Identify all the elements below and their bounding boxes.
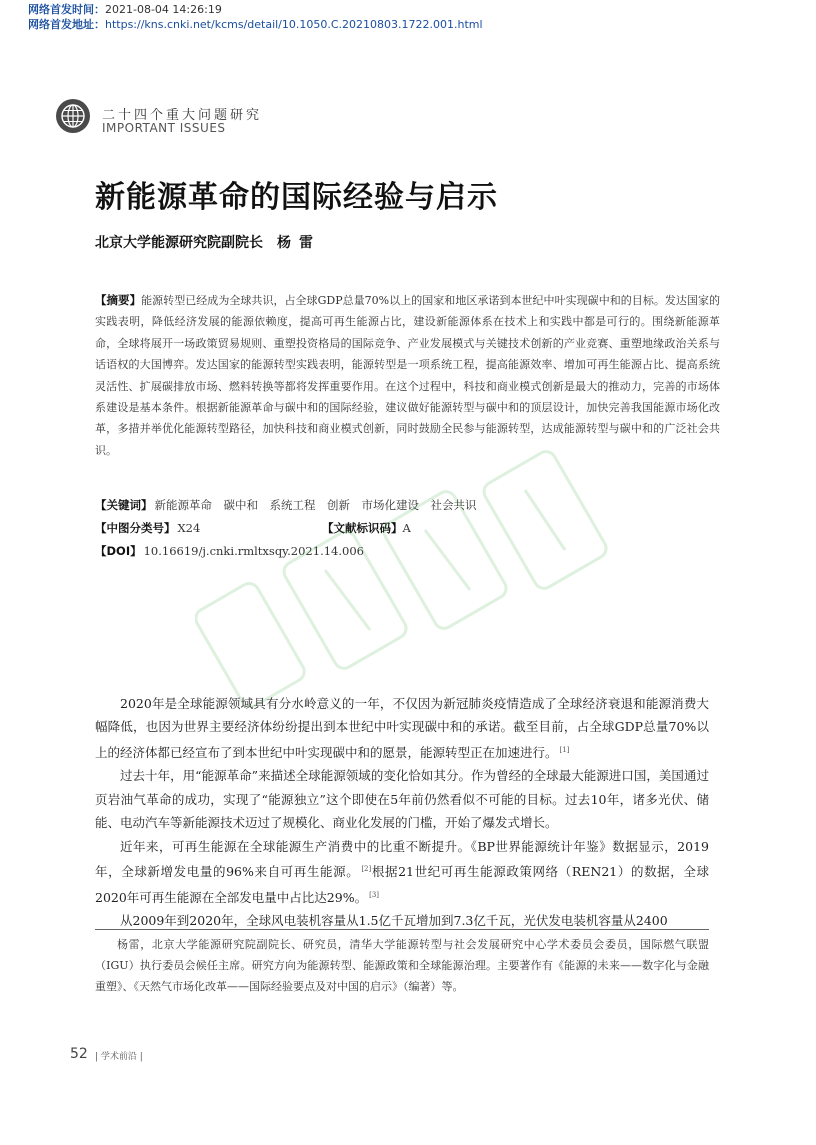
author-footnote: 杨雷，北京大学能源研究院副院长、研究员，清华大学能源转型与社会发展研究中心学术委员会委员，国际燃气联盟（IGU）执行委员会候任主席。研究方向为能源转型、能源政策和全球能源治理。主要著作有《能源的未来——数字化与金融重塑》、《天然气市场化改革——国际经验要点及对中国的启示》（编著）等。	[95, 938, 709, 993]
publish-url-label: 网络首发地址：	[28, 18, 105, 31]
column-english: IMPORTANT ISSUES	[102, 121, 226, 135]
paragraph-3	[95, 835, 709, 910]
citation-ref[interactable]: [1]	[559, 745, 570, 754]
author-line	[95, 232, 321, 252]
paragraph-3b-text: 根据21世纪可再生能源政策网络（REN21）的数据，全球2020年可再生能源在全部发电量中占比达29%。	[95, 864, 709, 905]
citation-ref[interactable]: [3]	[369, 890, 380, 899]
paragraph-4: 从2009年到2020年，全球风电装机容量从1.5亿千瓦增加到7.3亿千瓦，光伏发电装机容量从2400	[120, 913, 668, 929]
paragraph-1	[95, 692, 709, 764]
classification-label: 【中图分类号】	[95, 521, 176, 535]
doc-code-label: 【文献标识码】	[322, 521, 403, 535]
publish-meta	[28, 2, 483, 32]
abstract-label: 【摘要】	[95, 293, 142, 307]
abstract-text: 能源转型已经成为全球共识，占全球GDP总量70%以上的国家和地区承诺到本世纪中叶实现碳中和的目标。发达国家的实践表明，降低经济发展的能源依赖度，提高可再生能源占比，建设新能源体系在技术上和实践中都是可行的。围绕新能源革命，全球将展开一场政策贸易规则、重塑投资格局的国际竞争、产业发展模式与关键技术创新的产业竞赛、重塑地缘政治关系与话语权的大国博弈。发达国家的能源转型实践表明，能源转型是一项系统工程，提高能源效率、增加可再生能源占比、提高系统灵活性、扩展碳排放市场、燃料转换等都将发挥重要作用。在这个过程中，科技和商业模式创新是最大的推动力，完善的市场体系建设是基本条件。根据新能源革命与碳中和的国际经验，建议做好能源转型与碳中和的顶层设计，加快完善我国能源市场化改革，多措并举优化能源转型路径，加快科技和商业模式创新，同时鼓励全民参与能源转型，达成能源转型与碳中和的广泛社会共识。	[95, 294, 720, 457]
page-number: 52	[70, 1046, 88, 1062]
keywords-label: 【关键词】	[95, 498, 153, 512]
classification-value: X24	[177, 521, 201, 535]
footnote-divider	[95, 929, 709, 930]
doi-value: 10.16619/j.cnki.rmltxsqy.2021.14.006	[143, 544, 364, 558]
article-body	[95, 692, 709, 933]
publish-url-row	[28, 17, 483, 32]
column-name: 二十四个重大问题研究	[102, 108, 263, 123]
publish-time-label: 网络首发时间：	[28, 3, 105, 16]
doi-label: 【DOI】	[95, 544, 142, 558]
paragraph-3a-text: 近年来，可再生能源在全球能源生产消费中的比重不断提升。《BP世界能源统计年鉴》数据显示，2019年，全球新增发电量的96%来自可再生能源。	[95, 838, 709, 880]
publish-time-value: 2021-08-04 14:26:19	[105, 3, 222, 16]
keywords-text: 新能源革命 碳中和 系统工程 创新 市场化建设 社会共识	[154, 498, 477, 512]
author-affiliation: 北京大学能源研究院副院长	[95, 235, 263, 251]
paragraph-2: 过去十年，用“能源革命”来描述全球能源领域的变化恰如其分。作为曾经的全球最大能源进口国，美国通过页岩油气革命的成功，实现了“能源独立”这个即使在5年前仍然看似不可能的目标。过去10年，诸多光伏、储能、电动汽车等新能源技术迈过了规模化、商业化发展的门槛，开始了爆发式增长。	[95, 768, 709, 831]
doc-code-value: A	[402, 521, 411, 535]
citation-ref[interactable]: [2]	[361, 865, 372, 873]
abstract	[95, 290, 720, 461]
article-title: 新能源革命的国际经验与启示	[95, 180, 498, 215]
publish-time-row	[28, 2, 483, 17]
classification	[95, 520, 200, 536]
journal-name: | 学术前沿 |	[95, 1052, 143, 1062]
paragraph-1-text: 2020年是全球能源领域具有分水岭意义的一年，不仅因为新冠肺炎疫情造成了全球经济衰退和能源消费大幅降低，也因为世界主要经济体纷纷提出到本世纪中叶实现碳中和的承诺。截至目前，占全球GDP总量70%以上的经济体都已经宣布了到本世纪中叶实现碳中和的愿景，能源转型正在加速进行。	[95, 696, 709, 760]
publish-url-link[interactable]: https://kns.cnki.net/kcms/detail/10.1050.C.20210803.1722.001.html	[105, 18, 483, 31]
globe-logo-icon	[55, 98, 91, 134]
author-name: 杨雷	[277, 235, 321, 251]
